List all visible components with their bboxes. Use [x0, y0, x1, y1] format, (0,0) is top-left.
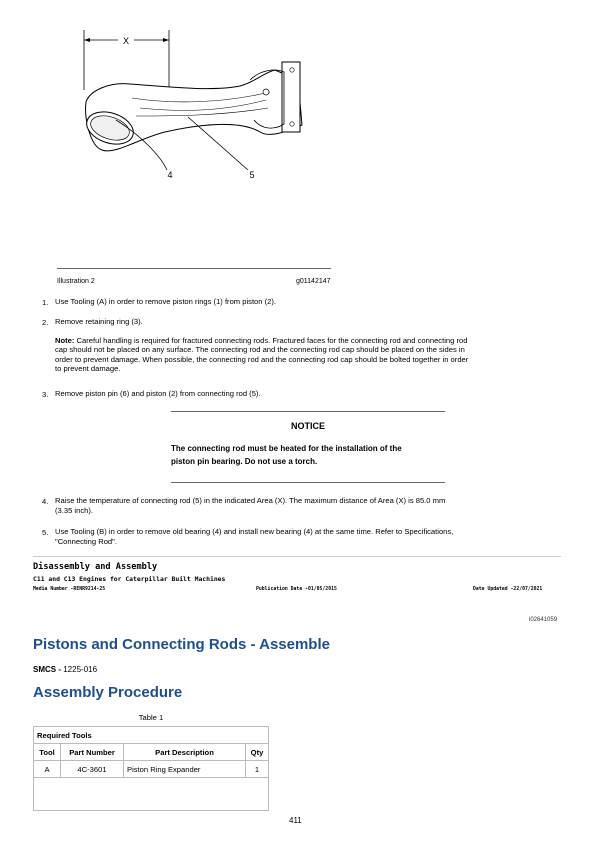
figure-caption: Illustration 2: [57, 278, 95, 285]
note-line-1: Careful handling is required for fractured connecting rods. Fractured faces for the connecting rod and connecting rod: [76, 336, 468, 345]
table-row: [34, 761, 269, 778]
figure-id: g01142147: [296, 278, 331, 285]
step-5-line-1: Use Tooling (B) in order to remove old bearing (4) and install new bearing (4) at the same time. Refer to Specifications,: [55, 527, 454, 536]
step-3-number: 3.: [42, 390, 49, 399]
step-1-number: 1.: [42, 298, 49, 307]
doc-id: i02641059: [529, 617, 558, 623]
table-title-row: [34, 727, 269, 744]
date-updated: Date Updated -22/07/2021: [473, 587, 543, 592]
step-4-line-1: Raise the temperature of connecting rod (5) in the indicated Area (X). The maximum distance of Area (X) is 85.0 mm: [55, 496, 446, 505]
connecting-rod-illustration: [70, 20, 330, 190]
required-tools-table: [33, 726, 269, 811]
smcs: [33, 665, 97, 674]
note-line-3: order to prevent damage. When possible, the connecting rod and the connecting rod cap should be bolted together in order: [55, 354, 469, 364]
publication-date: Publication Date -01/05/2015: [256, 587, 337, 592]
step-3-text: Remove piston pin (6) and piston (2) from connecting rod (5).: [55, 389, 261, 398]
note-label: Note:: [55, 336, 75, 345]
table-title: Required Tools: [34, 727, 269, 744]
table-header-row: [34, 744, 269, 761]
smcs-label: SMCS -: [33, 665, 61, 674]
header-part-number: Part Number: [61, 744, 124, 761]
step-4-line-2: (3.35 inch).: [55, 506, 93, 515]
cell-part-description: Piston Ring Expander: [124, 761, 246, 778]
dimension-x-label: X: [122, 36, 130, 46]
callout-4: 4: [167, 170, 173, 180]
notice-bottom-rule: [171, 482, 445, 483]
procedure-title: Assembly Procedure: [33, 684, 183, 701]
header-qty: Qty: [246, 744, 269, 761]
section-title: Pistons and Connecting Rods - Assemble: [33, 636, 330, 653]
cell-part-number: 4C-3601: [61, 761, 124, 778]
header-part-description: Part Description: [124, 744, 246, 761]
notice-line-1: The connecting rod must be heated for the installation of the: [171, 444, 402, 453]
step-2-text: Remove retaining ring (3).: [55, 317, 143, 326]
header-tool: Tool: [34, 744, 61, 761]
step-5-line-2: "Connecting Rod".: [55, 537, 117, 546]
notice-top-rule: [171, 411, 445, 412]
doc-header-subtitle: C11 and C13 Engines for Caterpillar Built Machines: [33, 575, 226, 583]
step-5-number: 5.: [42, 528, 49, 537]
page-number: 411: [289, 816, 302, 825]
step-1-text: Use Tooling (A) in order to remove piston rings (1) from piston (2).: [55, 297, 277, 306]
step-4-number: 4.: [42, 497, 49, 506]
smcs-code: 1225-016: [63, 665, 98, 674]
note-line-4: to prevent damage.: [55, 364, 121, 374]
media-number: Media Number -RENR9214-25: [33, 587, 106, 592]
callout-5: 5: [249, 170, 255, 180]
step-2-number: 2.: [42, 318, 49, 327]
doc-header-title: Disassembly and Assembly: [33, 562, 158, 572]
notice-heading: NOTICE: [290, 421, 325, 431]
table-empty-row: [34, 778, 269, 811]
figure-rule: [57, 268, 331, 269]
note-line-2: cap should not be placed on any surface. The connecting rod and the connecting rod cap should be placed on the sides in: [55, 345, 465, 355]
section-divider: [33, 556, 561, 557]
cell-tool: A: [34, 761, 61, 778]
notice-line-2: piston pin bearing. Do not use a torch.: [171, 457, 318, 466]
table-caption: Table 1: [138, 713, 164, 722]
cell-qty: 1: [246, 761, 269, 778]
note-block: [55, 336, 565, 374]
